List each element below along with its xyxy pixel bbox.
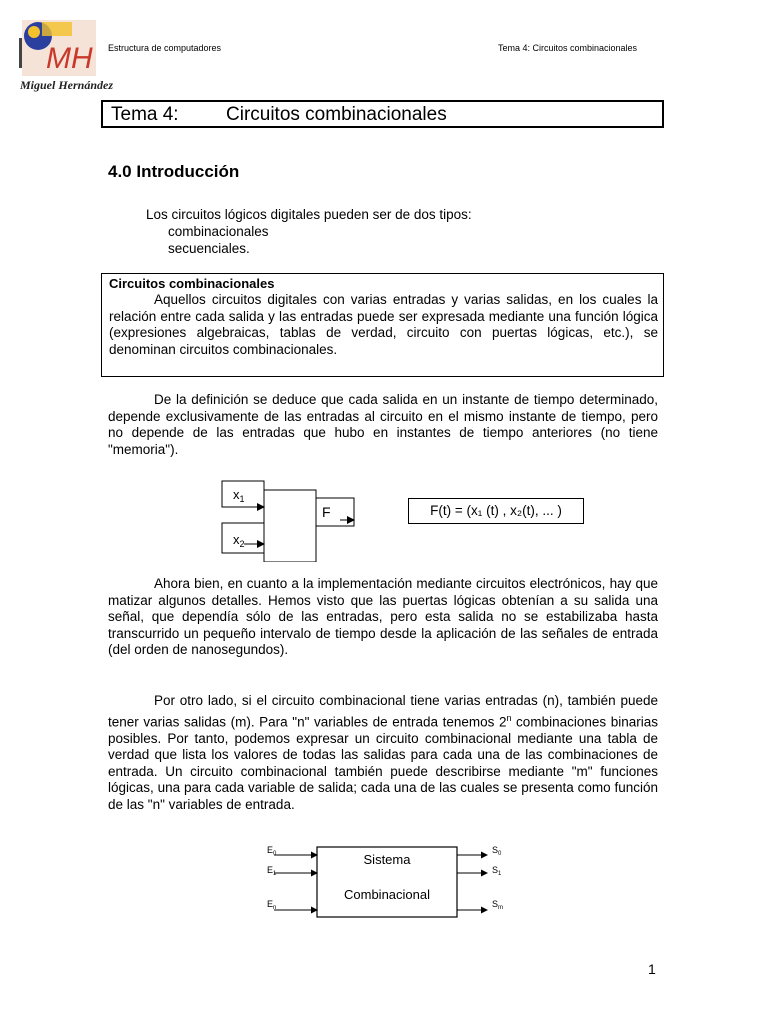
function-expression-box: F(t) = (x₁ (t) , x₂(t), ... ) [408, 498, 584, 524]
input-x2-label: $x_2$ [233, 532, 245, 549]
circuit-diagram-simple [220, 478, 370, 562]
input-en-label: $E_n$ [267, 899, 277, 911]
output-s0-label: $S_0$ [492, 845, 502, 857]
paragraph-1: De la definición se deduce que cada salida en un instante de tiempo determinado, depende exclusivamente de las entradas al circuito en el mismo instante de tiempo, pero no depende de las entradas que hubo en instantes de tiempo anteriores (no tiene "memoria"). [108, 392, 658, 457]
header-course: Estructura de computadores [108, 43, 222, 53]
output-s1-label: $S_1$ [492, 865, 502, 877]
section-heading: 4.0 Introducción [108, 162, 240, 181]
input-x1-label: $x_1$ [233, 487, 245, 504]
paragraph-3: Por otro lado, si el circuito combinacional tiene varias entradas (n), también puede tener varias salidas (m). Para "n" variables de entrada tenemos 2$^n$ combinaciones binarias posibles. Por tanto, podemos expresar un circuito combinacional mediante una tabla de verdad que lista los valores de todas las salidas para cada una de las combinaciones de entrada. Un circuito combinacional también puede describirse mediante "m" funciones lógicas, una para cada variable de salida; cada una de las cuales se presenta como función de las "n" variables de entrada. [108, 693, 658, 813]
block-label-combinacional: Combinacional [344, 887, 430, 902]
logo-caption: Miguel Hernández [20, 78, 114, 92]
definition-title: Circuitos combinacionales [109, 276, 275, 291]
page-number: 1 [648, 961, 656, 977]
definition-body: Aquellos circuitos digitales con varias entradas y varias salidas, en los cuales la relación entre cada salida y las entradas puede ser expresada mediante una función lógica (expresiones algebraicas, tablas de verdad, circuito con puertas lógicas, etc.), se denominan circuitos combinacionales. [109, 292, 658, 357]
chapter-number: Tema 4: [111, 104, 179, 125]
header-topic: Tema 4: Circuitos combinacionales [498, 43, 638, 53]
definition-box [101, 273, 664, 377]
logo-initials: MH [46, 42, 93, 75]
block-label-sistema: Sistema [363, 852, 411, 867]
chapter-title-box [101, 100, 664, 128]
input-e0-label: $E_0$ [267, 845, 277, 857]
output-sm-label: $S_m$ [492, 899, 504, 911]
output-f-label: F [322, 504, 331, 520]
intro-lead: Los circuitos lógicos digitales pueden ser de dos tipos: [146, 207, 472, 222]
combinational-system-diagram [262, 840, 512, 924]
intro-type-1: combinacionales [168, 224, 269, 239]
logo-graphic [18, 18, 98, 78]
chapter-name: Circuitos combinacionales [226, 104, 447, 125]
intro-type-2: secuenciales. [168, 241, 250, 256]
paragraph-2: Ahora bien, en cuanto a la implementación mediante circuitos electrónicos, hay que matizar algunos detalles. Hemos visto que las puertas lógicas obtenían a su salida una señal, que dependía sólo de las entradas, pero esta salida no se estabilizaba hasta transcurrido un pequeño intervalo de tiempo desde la aplicación de las señales de entrada (del orden de nanosegundos). [108, 576, 658, 658]
input-e1-label: $E_1$ [267, 865, 277, 877]
